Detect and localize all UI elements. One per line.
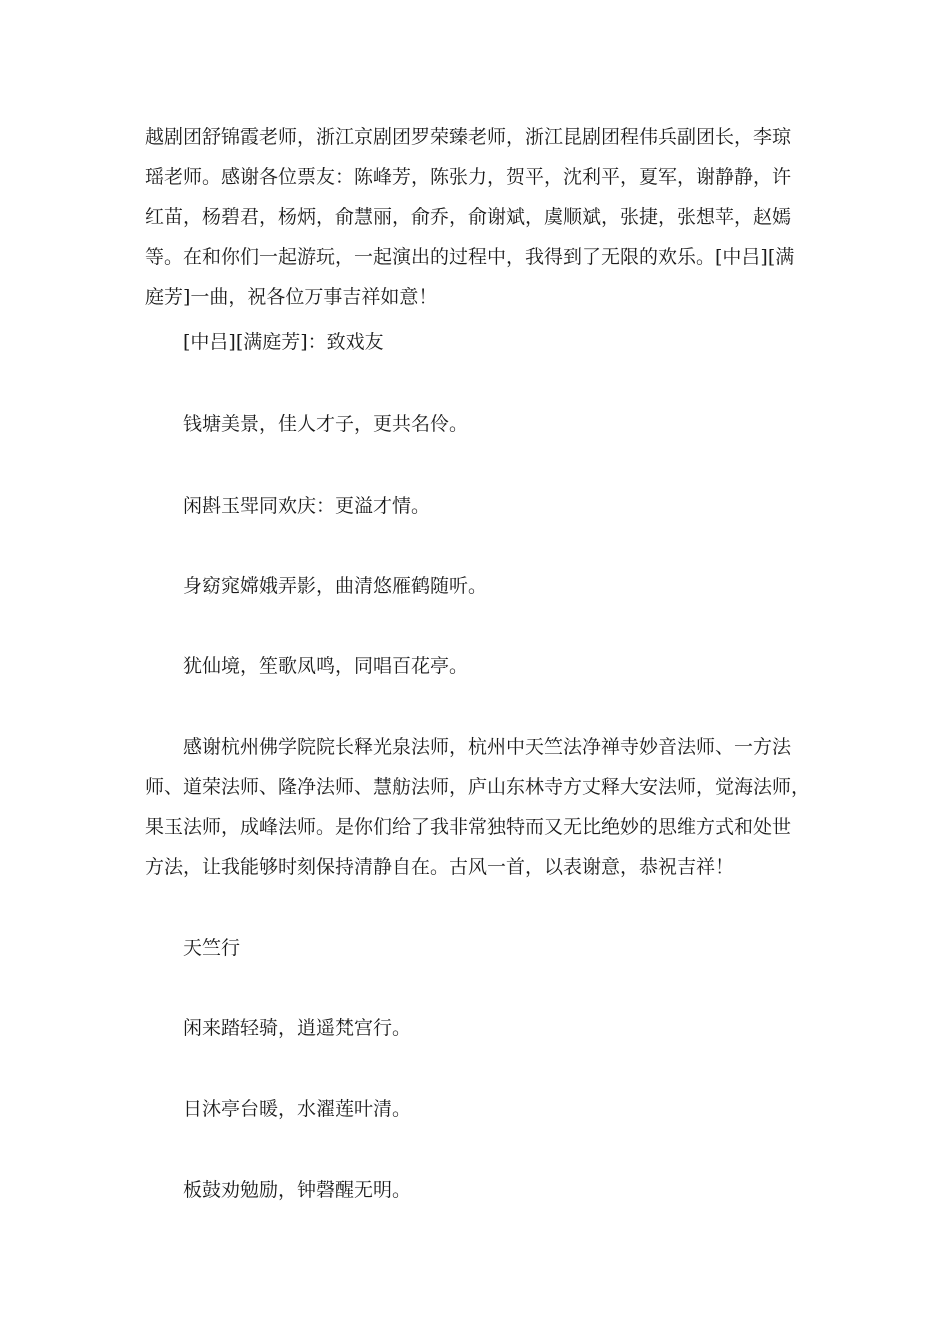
thanks-line-1: 感谢杭州佛学院院长释光泉法师，杭州中天竺法净禅寺妙音法师、一方法 <box>183 736 792 758</box>
intro-line-3: 红苗，杨碧君，杨炳，俞慧丽，俞乔，俞谢斌，虞顺斌，张捷，张想苹，赵嫣 <box>145 206 792 228</box>
poem1-line-4 <box>145 646 843 686</box>
poem2-line-2-text: 日沐亭台暖，水濯莲叶清。 <box>183 1098 412 1120</box>
intro-line-4: 等。在和你们一起游玩，一起演出的过程中，我得到了无限的欢乐。[中吕][满 <box>145 246 795 268</box>
poem2-title <box>145 928 843 968</box>
thanks-line-4: 方法，让我能够时刻保持清静自在。古风一首，以表谢意，恭祝吉祥！ <box>145 856 735 878</box>
thanks-paragraph <box>145 727 811 887</box>
poem1-line-1 <box>145 404 843 444</box>
poem2-line-1-text: 闲来踏轻骑，逍遥梵宫行。 <box>183 1017 412 1039</box>
thanks-line-3: 果玉法师，成峰法师。是你们给了我非常独特而又无比绝妙的思维方式和处世 <box>145 816 792 838</box>
poem1-line-4-text: 犹仙境，笙歌凤鸣，同唱百花亭。 <box>183 655 469 677</box>
poem2-line-3-text: 板鼓劝勉励，钟磬醒无明。 <box>183 1179 412 1201</box>
poem2-line-3 <box>145 1170 843 1210</box>
poem1-line-3 <box>145 566 843 606</box>
poem2-line-1 <box>145 1008 843 1048</box>
poem1-line-2 <box>145 486 843 526</box>
intro-line-5: 庭芳]一曲，祝各位万事吉祥如意！ <box>145 286 438 308</box>
poem2-line-2 <box>145 1089 843 1129</box>
poem1-line-3-text: 身窈窕嫦娥弄影，曲清悠雁鹤随听。 <box>183 575 488 597</box>
poem1-title-text: [中吕][满庭芳]：致戏友 <box>183 331 384 353</box>
poem1-line-1-text: 钱塘美景，佳人才子，更共名伶。 <box>183 413 469 435</box>
intro-line-1: 越剧团舒锦霞老师，浙江京剧团罗荣臻老师，浙江昆剧团程伟兵副团长，李琼 <box>145 126 792 148</box>
poem1-title <box>145 322 843 362</box>
intro-paragraph <box>145 117 805 317</box>
poem2-title-text: 天竺行 <box>183 937 241 959</box>
poem1-line-2-text: 闲斟玉斝同欢庆：更溢才情。 <box>183 495 431 517</box>
intro-line-2: 瑶老师。感谢各位票友：陈峰芳，陈张力，贺平，沈利平，夏军，谢静静，许 <box>145 166 792 188</box>
thanks-line-2: 师、道荣法师、隆净法师、慧舫法师，庐山东林寺方丈释大安法师，觉海法师， <box>145 776 811 798</box>
